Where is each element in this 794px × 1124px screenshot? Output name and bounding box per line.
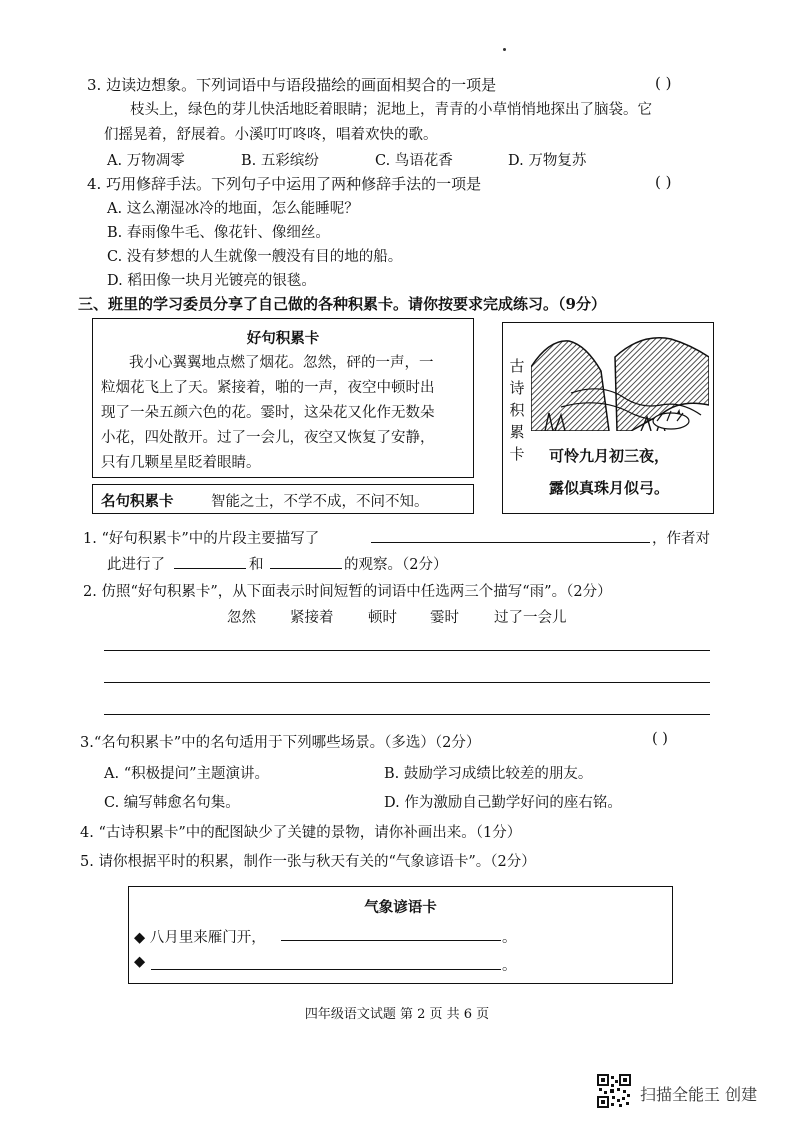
q4-stem: 4. 巧用修辞手法。下列句子中运用了两种修辞手法的一项是 xyxy=(87,175,482,193)
good-sentence-card-title: 好句积累卡 xyxy=(246,330,320,347)
poem-illustration[interactable] xyxy=(531,327,709,431)
q3-option-d[interactable]: D. 万物复苏 xyxy=(508,153,587,169)
q3-stem: 3. 边读边想象。下列词语中与语段描绘的画面相契合的一项是 xyxy=(87,76,497,94)
good-sentence-line2: 粒烟花飞上了天。紧接着，啪的一声，夜空中顿时出 xyxy=(101,380,435,396)
sub1-stem-part3: 此进行了 xyxy=(107,557,165,573)
proverb-line1-blank[interactable] xyxy=(281,940,501,941)
proverb-line2-start: ◆ xyxy=(134,954,146,970)
scan-speck xyxy=(503,48,506,51)
good-sentence-card xyxy=(92,318,474,478)
sub5-stem: 5. 请你根据平时的积累，制作一张与秋天有关的“气象谚语卡”。（2分） xyxy=(80,854,536,870)
good-sentence-line1: 我小心翼翼地点燃了烟花。忽然，砰的一声，一 xyxy=(129,355,434,371)
q4-option-a[interactable]: A. 这么潮湿冰冷的地面，怎么能睡呢？ xyxy=(107,201,359,217)
sub2-word-2: 紧接着 xyxy=(290,610,334,626)
qr-code-icon xyxy=(597,1074,631,1108)
scanner-watermark-text: 扫描全能王 创建 xyxy=(640,1085,758,1104)
sub2-answer-line1[interactable] xyxy=(104,650,710,651)
q4-option-d[interactable]: D. 稻田像一块月光镀亮的银毯。 xyxy=(107,273,316,289)
sub1-answer-blank1[interactable] xyxy=(371,542,650,543)
sub3-option-c[interactable]: C. 编写韩愈名句集。 xyxy=(104,795,240,811)
q3-answer-paren[interactable]: ( ) xyxy=(655,74,672,92)
sub3-option-a[interactable]: A. “积极提问”主题演讲。 xyxy=(104,766,270,782)
proverb-line1-end: 。 xyxy=(502,930,517,946)
sub1-answer-blank2[interactable] xyxy=(174,568,246,569)
good-sentence-line3: 现了一朵五颜六色的花。霎时，这朵花又化作无数朵 xyxy=(101,405,435,421)
proverb-line2-end: 。 xyxy=(502,958,517,974)
poem-line2: 露似真珠月似弓。 xyxy=(549,479,670,497)
page-footer: 四年级语文试题 第 2 页 共 6 页 xyxy=(304,1007,490,1022)
q4-answer-paren[interactable]: ( ) xyxy=(655,173,672,191)
sub2-answer-line3[interactable] xyxy=(104,714,710,715)
famous-quote-text: 智能之士，不学不成，不问不知。 xyxy=(211,494,429,510)
proverb-card-title: 气象谚语卡 xyxy=(364,899,437,916)
sub1-stem-part5: 的观察。（2分） xyxy=(344,557,448,573)
poem-line1: 可怜九月初三夜， xyxy=(549,447,670,465)
q3-passage-line2: 们摇晃着，舒展着。小溪叮叮咚咚，唱着欢快的歌。 xyxy=(104,127,438,143)
q3-option-c[interactable]: C. 鸟语花香 xyxy=(375,153,453,169)
sub2-word-3: 顿时 xyxy=(368,610,397,626)
proverb-line1-start: ◆ 八月里来雁门开， xyxy=(134,930,266,946)
poem-card xyxy=(502,322,714,514)
q4-option-c[interactable]: C. 没有梦想的人生就像一艘没有目的地的船。 xyxy=(107,249,403,265)
sub2-word-5: 过了一会儿 xyxy=(494,610,567,626)
section3-heading: 三、班里的学习委员分享了自己做的各种积累卡。请你按要求完成练习。（9分） xyxy=(78,295,606,313)
sub2-word-4: 霎时 xyxy=(430,610,459,626)
famous-quote-card xyxy=(92,484,474,514)
sub2-stem: 2. 仿照“好句积累卡”，从下面表示时间短暂的词语中任选两三个描写“雨”。（2分） xyxy=(83,584,612,600)
q3-passage-line1: 枝头上，绿色的芽儿快活地眨着眼睛；泥地上，青青的小草悄悄地探出了脑袋。它 xyxy=(130,102,652,118)
sub3-option-d[interactable]: D. 作为激励自己勤学好问的座右铭。 xyxy=(384,795,622,811)
proverb-card xyxy=(128,886,673,984)
sub2-word-1: 忽然 xyxy=(227,610,256,626)
sub1-stem-part2: ，作者对 xyxy=(652,531,710,547)
sub3-option-b[interactable]: B. 鼓励学习成绩比较差的朋友。 xyxy=(384,766,593,782)
q3-option-a[interactable]: A. 万物凋零 xyxy=(107,153,185,169)
famous-quote-label: 名句积累卡 xyxy=(101,493,174,510)
poem-card-vertical-label: 古 诗 积 累 卡 xyxy=(509,357,525,463)
q4-option-b[interactable]: B. 春雨像牛毛、像花针、像细丝。 xyxy=(107,225,330,241)
sub3-stem: 3.“名句积累卡”中的名句适用于下列哪些场景。（多选）（2分） xyxy=(80,735,481,751)
sub3-answer-paren[interactable]: ( ) xyxy=(652,731,668,747)
sub1-stem-part1: 1. “好句积累卡”中的片段主要描写了 xyxy=(83,531,320,547)
sub1-stem-part4: 和 xyxy=(249,557,264,573)
good-sentence-line4: 小花，四处散开。过了一会儿，夜空又恢复了安静， xyxy=(101,430,435,446)
sub4-stem: 4. “古诗积累卡”中的配图缺少了关键的景物，请你补画出来。（1分） xyxy=(80,825,522,841)
q3-option-b[interactable]: B. 五彩缤纷 xyxy=(241,153,319,169)
good-sentence-line5: 只有几颗星星眨着眼睛。 xyxy=(101,455,261,471)
sub1-answer-blank3[interactable] xyxy=(270,568,342,569)
sub2-answer-line2[interactable] xyxy=(104,682,710,683)
proverb-line2-blank[interactable] xyxy=(151,969,501,970)
